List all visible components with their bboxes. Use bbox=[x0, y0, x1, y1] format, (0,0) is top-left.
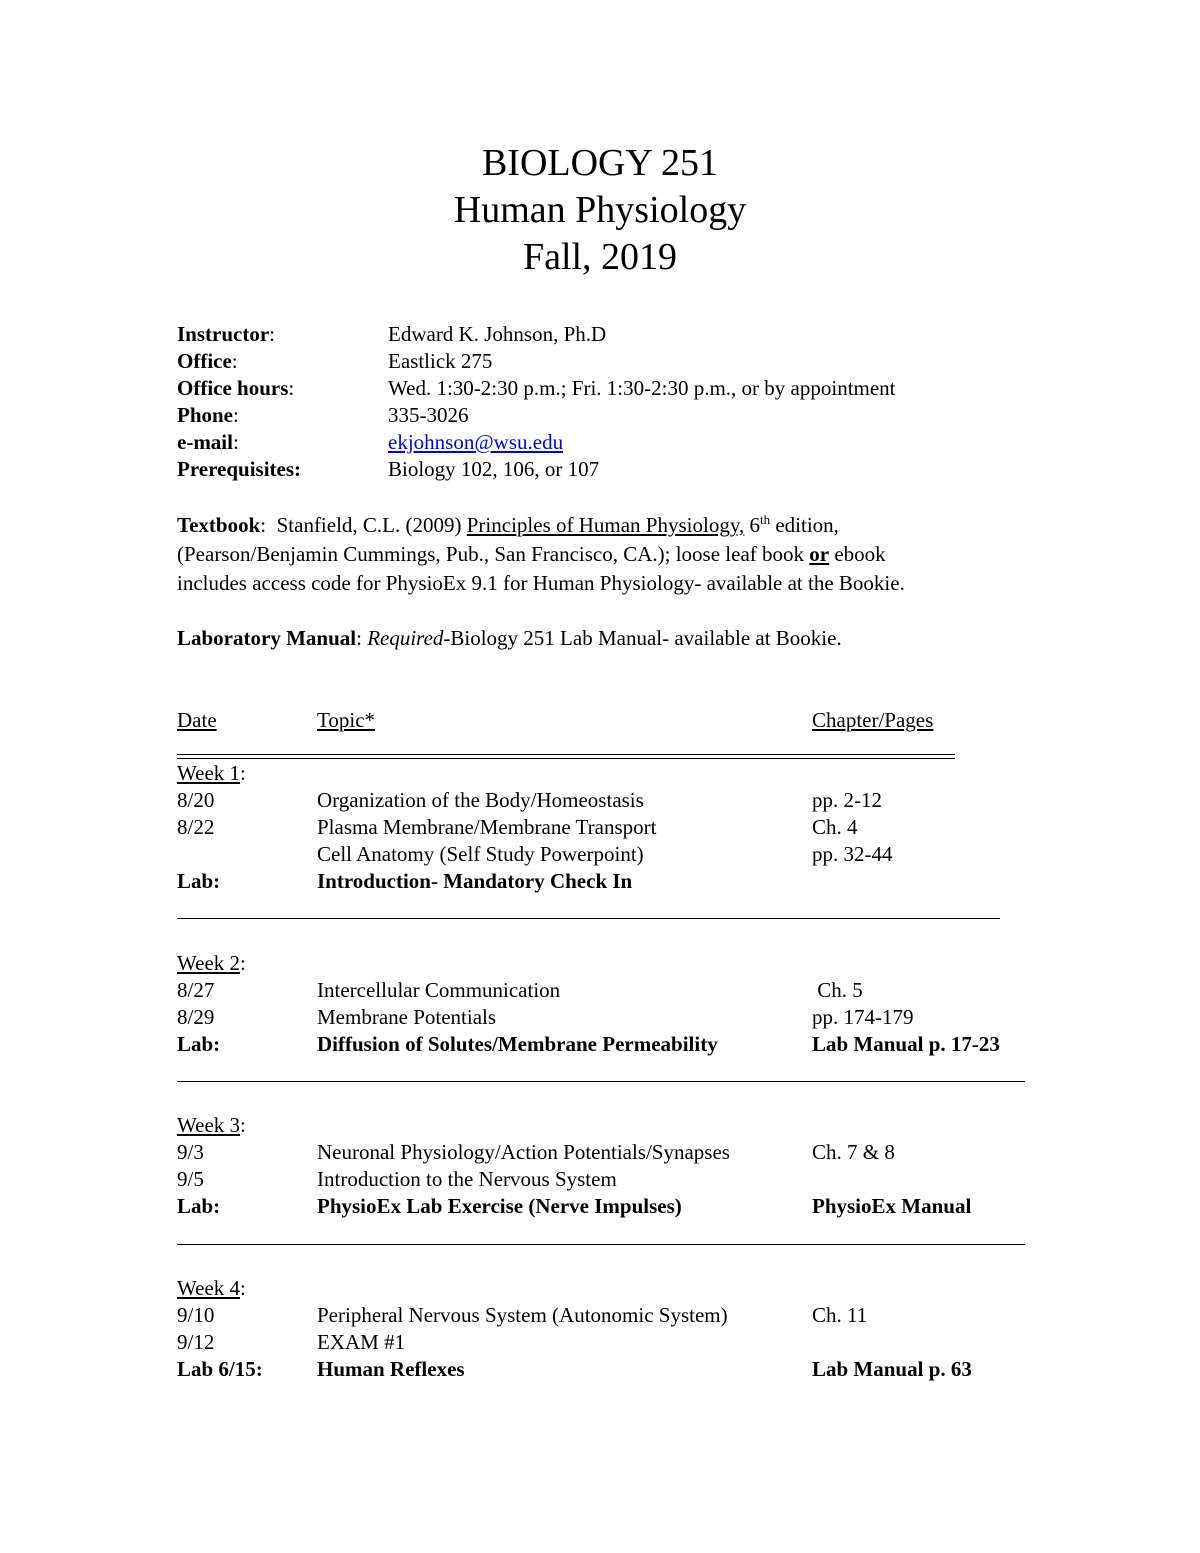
column-header-date: Date bbox=[177, 708, 217, 732]
week-divider bbox=[177, 918, 1000, 919]
textbook-or: or bbox=[809, 542, 830, 566]
lab-row bbox=[177, 868, 1037, 895]
table-row bbox=[177, 977, 1037, 1004]
row-pages: Ch. 5 bbox=[812, 978, 863, 1002]
lab-row bbox=[177, 1031, 1037, 1058]
week-block: Week 2: 8/27 Intercellular Communication Ch. 5 8/29 Membrane Potentials pp. 174-179 Lab: Diffusion of Solutes/Membrane Permeability Lab Manual p. 17-23 bbox=[177, 950, 1037, 1058]
table-row bbox=[177, 1139, 1037, 1166]
column-header-topic: Topic* bbox=[317, 708, 376, 732]
column-header-pages: Chapter/Pages bbox=[812, 708, 934, 732]
instructor-name: Edward K. Johnson, Ph.D bbox=[388, 322, 607, 346]
week-block: Week 4: 9/10 Peripheral Nervous System (Autonomic System) Ch. 11 9/12 EXAM #1 Lab 6/15: Human Reflexes Lab Manual p. 63 bbox=[177, 1275, 1037, 1383]
row-date: 9/3 bbox=[177, 1140, 204, 1164]
row-date: 8/27 bbox=[177, 978, 215, 1002]
row-topic: Peripheral Nervous System (Autonomic System) bbox=[317, 1303, 728, 1327]
info-label: Instructor bbox=[177, 322, 270, 346]
row-topic: EXAM #1 bbox=[317, 1330, 406, 1354]
table-row bbox=[177, 1004, 1037, 1031]
week-label: Week 2 bbox=[177, 951, 241, 975]
table-row bbox=[177, 787, 1037, 814]
row-pages: Ch. 7 & 8 bbox=[812, 1140, 895, 1164]
week-block: Week 1: 8/20 Organization of the Body/Homeostasis pp. 2-12 8/22 Plasma Membrane/Membrane Transport Ch. 4 Cell Anatomy (Self Study Powerpoint) pp. 32-44 Lab: Introduction- Mandatory Check In bbox=[177, 760, 1037, 895]
lab-pages: Lab Manual p. 63 bbox=[812, 1357, 972, 1381]
row-date: 8/29 bbox=[177, 1005, 215, 1029]
lab-manual-paragraph: Laboratory Manual: Required-Biology 251 Lab Manual- available at Bookie. bbox=[177, 626, 842, 650]
row-pages: Ch. 11 bbox=[812, 1303, 868, 1327]
row-date: 8/22 bbox=[177, 815, 215, 839]
lab-manual-description: -Biology 251 Lab Manual- available at Bookie. bbox=[443, 626, 842, 650]
row-date: 9/12 bbox=[177, 1330, 215, 1354]
info-label: Office hours bbox=[177, 376, 289, 400]
textbook-label: Textbook bbox=[177, 513, 261, 537]
info-label: Prerequisites: bbox=[177, 457, 302, 481]
lab-label: Lab: bbox=[177, 869, 221, 893]
lab-pages: PhysioEx Manual bbox=[812, 1194, 972, 1218]
row-date: 8/20 bbox=[177, 788, 215, 812]
lab-row bbox=[177, 1193, 1037, 1220]
row-date: 9/10 bbox=[177, 1303, 215, 1327]
lab-row bbox=[177, 1356, 1037, 1383]
lab-topic: Human Reflexes bbox=[317, 1357, 465, 1381]
textbook-paragraph: Textbook: Stanfield, C.L. (2009) Principles of Human Physiology, 6th edition, (Pearson/Benjamin Cummings, Pub., San Francisco, CA.); loose leaf book or ebook includes access code for PhysioEx 9.1 for Human Physiology- available at the Bookie. bbox=[177, 511, 1037, 598]
syllabus-page: BIOLOGY 251 Human Physiology Fall, 2019 Instructor: Edward K. Johnson, Ph.D Office: Eastlick 275 Office hours: Wed. 1:30-2:30 p.m.; Fri. 1:30-2:30 p.m., or by appointment Phone: 335-3026 e-mail: ekjohnson@wsu.edu Prerequisites: Biology 102, 106, or 107 Textbook: Stanfield, C.L. (2009) Principles of Human Physiology, 6th edition, (Pearson/Benjamin Cummings, Pub., San Francisco, CA.); loose leaf book or ebook includes access code for PhysioEx 9.1 for Human Physiology- available at the Bookie. Laboratory Manual: Required-Biology 251 Lab Manual- available at Bookie. Date Topic* Chapter/Pages Week 1: 8/20 Organization of the Body/Homeostasis pp. 2-12 8/22 Plasma Membrane/Membrane Transport Ch. 4 Cell Anatomy (Self Study Powerpoint) pp. 32-44 Lab: Introduction- Mandatory Check In Week 2: 8/27 Intercellular Communication Ch. 5 8/29 Membrane Potentials pp. 174-179 Lab: Diffusion of Solutes/Membrane Permeability Lab Manual p. 17-23 Week 3: 9/3 Neuronal Physiology/Action Potentials/Synapses Ch. 7 & 8 9/5 Introduction to the Nervous System Lab: PhysioEx Lab Exercise (Nerve Impulses) PhysioEx Manual Week 4: 9/10 Peripheral Nervous System (Autonomic System) Ch. 11 9/12 EXAM #1 Lab 6/15: Human Reflexes Lab Manual p. 63 bbox=[0, 0, 1200, 1553]
textbook-author: Stanfield, C.L. (2009) bbox=[276, 513, 462, 537]
office-hours: Wed. 1:30-2:30 p.m.; Fri. 1:30-2:30 p.m., or by appointment bbox=[388, 376, 896, 400]
week-label: Week 3 bbox=[177, 1113, 241, 1137]
phone-number: 335-3026 bbox=[388, 403, 469, 427]
textbook-edition: 6th edition, bbox=[749, 512, 839, 537]
row-topic: Cell Anatomy (Self Study Powerpoint) bbox=[317, 842, 644, 866]
lab-topic: Diffusion of Solutes/Membrane Permeability bbox=[317, 1032, 718, 1056]
table-row bbox=[177, 841, 1037, 868]
table-row bbox=[177, 1166, 1037, 1193]
row-pages: pp. 174-179 bbox=[812, 1005, 914, 1029]
week-label: Week 4 bbox=[177, 1276, 241, 1300]
course-number: BIOLOGY 251 bbox=[481, 142, 719, 184]
lab-pages: Lab Manual p. 17-23 bbox=[812, 1032, 1000, 1056]
textbook-access-note: includes access code for PhysioEx 9.1 for Human Physiology- available at the Bookie. bbox=[177, 571, 905, 595]
lab-manual-required: Required bbox=[367, 626, 444, 650]
week-divider bbox=[177, 1081, 1025, 1082]
info-label: Phone bbox=[177, 403, 234, 427]
header-double-rule bbox=[177, 754, 955, 759]
week-divider bbox=[177, 1244, 1025, 1245]
email-link[interactable]: ekjohnson@wsu.edu bbox=[388, 430, 564, 454]
title-block bbox=[0, 140, 1200, 281]
textbook-title: Principles of Human Physiology, bbox=[466, 513, 745, 537]
lab-manual-label: Laboratory Manual bbox=[177, 626, 357, 650]
row-topic: Membrane Potentials bbox=[317, 1005, 497, 1029]
row-pages: pp. 32-44 bbox=[812, 842, 893, 866]
lab-label: Lab: bbox=[177, 1194, 221, 1218]
table-row bbox=[177, 814, 1037, 841]
row-pages: Ch. 4 bbox=[812, 815, 858, 839]
week-block: Week 3: 9/3 Neuronal Physiology/Action Potentials/Synapses Ch. 7 & 8 9/5 Introduction to the Nervous System Lab: PhysioEx Lab Exercise (Nerve Impulses) PhysioEx Manual bbox=[177, 1112, 1037, 1220]
lab-label: Lab: bbox=[177, 1032, 221, 1056]
row-topic: Organization of the Body/Homeostasis bbox=[317, 788, 644, 812]
lab-topic: Introduction- Mandatory Check In bbox=[317, 869, 633, 893]
prerequisites: Biology 102, 106, or 107 bbox=[388, 457, 600, 481]
lab-topic: PhysioEx Lab Exercise (Nerve Impulses) bbox=[317, 1194, 682, 1218]
row-topic: Introduction to the Nervous System bbox=[317, 1167, 617, 1191]
row-topic: Neuronal Physiology/Action Potentials/Synapses bbox=[317, 1140, 730, 1164]
row-topic: Plasma Membrane/Membrane Transport bbox=[317, 815, 657, 839]
office-location: Eastlick 275 bbox=[388, 349, 493, 373]
course-title: Human Physiology bbox=[453, 189, 747, 231]
info-label: Office bbox=[177, 349, 232, 373]
lab-label: Lab 6/15: bbox=[177, 1357, 263, 1381]
row-pages: pp. 2-12 bbox=[812, 788, 882, 812]
schedule-header bbox=[177, 706, 1037, 734]
week-label: Week 1 bbox=[177, 761, 241, 785]
table-row bbox=[177, 1302, 1037, 1329]
info-label: e-mail bbox=[177, 430, 233, 454]
row-topic: Intercellular Communication bbox=[317, 978, 561, 1002]
row-date: 9/5 bbox=[177, 1167, 204, 1191]
course-term: Fall, 2019 bbox=[522, 236, 678, 278]
table-row bbox=[177, 1329, 1037, 1356]
textbook-publisher: (Pearson/Benjamin Cummings, Pub., San Francisco, CA.); loose leaf book bbox=[177, 542, 805, 566]
